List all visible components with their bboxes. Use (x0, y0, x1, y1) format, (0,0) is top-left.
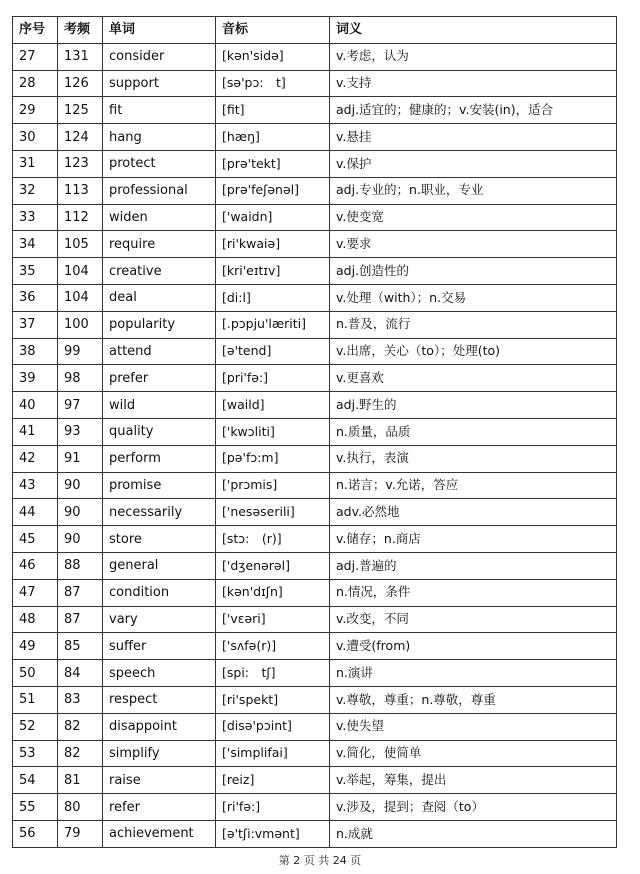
cell-seq: 38 (13, 338, 58, 365)
cell-seq: 40 (13, 392, 58, 419)
cell-seq: 47 (13, 579, 58, 606)
cell-meaning: v.使失望 (330, 713, 617, 740)
cell-frequency: 88 (58, 552, 103, 579)
table-row (13, 767, 617, 794)
cell-meaning: v.支持 (330, 70, 617, 97)
cell-word: respect (103, 686, 216, 713)
cell-phonetic: [sə'pɔ: t] (216, 70, 330, 97)
table-row (13, 445, 617, 472)
cell-frequency: 91 (58, 445, 103, 472)
cell-frequency: 80 (58, 794, 103, 821)
cell-phonetic: [hæŋ] (216, 124, 330, 151)
cell-word: prefer (103, 365, 216, 392)
cell-frequency: 123 (58, 150, 103, 177)
cell-phonetic: ['kwɔliti] (216, 418, 330, 445)
table-row (13, 204, 617, 231)
cell-frequency: 90 (58, 472, 103, 499)
table-row (13, 820, 617, 847)
cell-phonetic: ['nesəserili] (216, 499, 330, 526)
header-phonetic: 音标 (216, 17, 330, 44)
cell-phonetic: [kən'sidə] (216, 43, 330, 70)
cell-meaning: n.质量，品质 (330, 418, 617, 445)
cell-frequency: 104 (58, 258, 103, 285)
cell-word: quality (103, 418, 216, 445)
cell-phonetic: [pə'fɔ:m] (216, 445, 330, 472)
table-row (13, 579, 617, 606)
cell-meaning: v.更喜欢 (330, 365, 617, 392)
cell-phonetic: [ə'tend] (216, 338, 330, 365)
cell-meaning: v.简化，使简单 (330, 740, 617, 767)
cell-word: promise (103, 472, 216, 499)
cell-seq: 53 (13, 740, 58, 767)
cell-phonetic: [di:l] (216, 284, 330, 311)
cell-frequency: 124 (58, 124, 103, 151)
cell-seq: 32 (13, 177, 58, 204)
cell-seq: 27 (13, 43, 58, 70)
cell-phonetic: ['simplifai] (216, 740, 330, 767)
cell-word: simplify (103, 740, 216, 767)
cell-meaning: adj.专业的；n.职业，专业 (330, 177, 617, 204)
cell-word: perform (103, 445, 216, 472)
cell-phonetic: [ri'kwaiə] (216, 231, 330, 258)
cell-meaning: v.保护 (330, 150, 617, 177)
cell-meaning: n.演讲 (330, 660, 617, 687)
cell-frequency: 85 (58, 633, 103, 660)
cell-seq: 54 (13, 767, 58, 794)
table-row (13, 258, 617, 285)
cell-meaning: n.情况，条件 (330, 579, 617, 606)
cell-word: store (103, 526, 216, 553)
table-row (13, 124, 617, 151)
cell-meaning: adj.创造性的 (330, 258, 617, 285)
cell-word: raise (103, 767, 216, 794)
cell-word: support (103, 70, 216, 97)
table-row (13, 713, 617, 740)
cell-frequency: 98 (58, 365, 103, 392)
cell-meaning: v.遭受(from) (330, 633, 617, 660)
table-row (13, 472, 617, 499)
cell-phonetic: [ə'tʃi:vmənt] (216, 820, 330, 847)
cell-seq: 35 (13, 258, 58, 285)
cell-meaning: v.储存；n.商店 (330, 526, 617, 553)
table-row (13, 177, 617, 204)
cell-meaning: v.悬挂 (330, 124, 617, 151)
vocabulary-table (12, 16, 617, 848)
cell-word: suffer (103, 633, 216, 660)
table-row (13, 150, 617, 177)
cell-meaning: v.执行，表演 (330, 445, 617, 472)
cell-phonetic: [.pɔpju'læriti] (216, 311, 330, 338)
cell-frequency: 87 (58, 579, 103, 606)
cell-frequency: 93 (58, 418, 103, 445)
cell-seq: 36 (13, 284, 58, 311)
cell-phonetic: [prə'tekt] (216, 150, 330, 177)
table-row (13, 338, 617, 365)
table-row (13, 97, 617, 124)
cell-seq: 30 (13, 124, 58, 151)
cell-meaning: v.处理（with）；n.交易 (330, 284, 617, 311)
cell-frequency: 83 (58, 686, 103, 713)
cell-phonetic: [ri'fə:] (216, 794, 330, 821)
cell-phonetic: [disə'pɔint] (216, 713, 330, 740)
cell-seq: 31 (13, 150, 58, 177)
cell-word: wild (103, 392, 216, 419)
cell-seq: 34 (13, 231, 58, 258)
cell-seq: 45 (13, 526, 58, 553)
cell-phonetic: ['prɔmis] (216, 472, 330, 499)
cell-seq: 39 (13, 365, 58, 392)
cell-meaning: adj.野生的 (330, 392, 617, 419)
cell-frequency: 131 (58, 43, 103, 70)
cell-frequency: 84 (58, 660, 103, 687)
cell-meaning: adj.适宜的；健康的；v.安装(in)，适合 (330, 97, 617, 124)
table-row (13, 418, 617, 445)
table-row (13, 526, 617, 553)
cell-word: protect (103, 150, 216, 177)
cell-seq: 41 (13, 418, 58, 445)
header-word: 单词 (103, 17, 216, 44)
cell-meaning: v.改变，不同 (330, 606, 617, 633)
cell-seq: 43 (13, 472, 58, 499)
cell-phonetic: ['vɛəri] (216, 606, 330, 633)
table-row (13, 660, 617, 687)
cell-word: condition (103, 579, 216, 606)
cell-phonetic: [waild] (216, 392, 330, 419)
cell-seq: 49 (13, 633, 58, 660)
cell-frequency: 100 (58, 311, 103, 338)
cell-frequency: 90 (58, 526, 103, 553)
cell-phonetic: [ri'spekt] (216, 686, 330, 713)
cell-word: fit (103, 97, 216, 124)
header-seq: 序号 (13, 17, 58, 44)
table-row (13, 552, 617, 579)
cell-seq: 33 (13, 204, 58, 231)
cell-phonetic: [prə'feʃənəl] (216, 177, 330, 204)
cell-word: general (103, 552, 216, 579)
cell-phonetic: [pri'fə:] (216, 365, 330, 392)
cell-word: hang (103, 124, 216, 151)
table-body (13, 43, 617, 847)
table-row (13, 311, 617, 338)
cell-meaning: v.涉及，提到；查阅（to） (330, 794, 617, 821)
cell-word: disappoint (103, 713, 216, 740)
cell-phonetic: ['sʌfə(r)] (216, 633, 330, 660)
cell-frequency: 112 (58, 204, 103, 231)
table-header-row (13, 17, 617, 44)
cell-frequency: 104 (58, 284, 103, 311)
cell-word: require (103, 231, 216, 258)
cell-meaning: v.考虑，认为 (330, 43, 617, 70)
cell-phonetic: ['dʒenərəl] (216, 552, 330, 579)
cell-seq: 52 (13, 713, 58, 740)
cell-word: attend (103, 338, 216, 365)
cell-phonetic: [kən'dɪʃn] (216, 579, 330, 606)
cell-seq: 55 (13, 794, 58, 821)
cell-frequency: 82 (58, 740, 103, 767)
cell-phonetic: [kri'eɪtɪv] (216, 258, 330, 285)
cell-frequency: 79 (58, 820, 103, 847)
cell-phonetic: ['waidn] (216, 204, 330, 231)
table-row (13, 606, 617, 633)
cell-frequency: 81 (58, 767, 103, 794)
cell-meaning: adj.普遍的 (330, 552, 617, 579)
cell-word: widen (103, 204, 216, 231)
table-row (13, 284, 617, 311)
cell-frequency: 90 (58, 499, 103, 526)
cell-meaning: v.尊敬，尊重；n.尊敬，尊重 (330, 686, 617, 713)
cell-seq: 28 (13, 70, 58, 97)
cell-seq: 56 (13, 820, 58, 847)
table-row (13, 70, 617, 97)
page-number: 第 2 页 共 24 页 (278, 854, 362, 867)
cell-word: consider (103, 43, 216, 70)
cell-meaning: n.普及，流行 (330, 311, 617, 338)
cell-seq: 51 (13, 686, 58, 713)
cell-word: achievement (103, 820, 216, 847)
cell-frequency: 82 (58, 713, 103, 740)
cell-word: creative (103, 258, 216, 285)
cell-seq: 50 (13, 660, 58, 687)
cell-phonetic: [stɔ: (r)] (216, 526, 330, 553)
cell-meaning: v.举起，筹集，提出 (330, 767, 617, 794)
cell-word: popularity (103, 311, 216, 338)
cell-seq: 37 (13, 311, 58, 338)
header-meaning: 词义 (330, 17, 617, 44)
table-row (13, 740, 617, 767)
cell-frequency: 97 (58, 392, 103, 419)
cell-seq: 46 (13, 552, 58, 579)
cell-seq: 44 (13, 499, 58, 526)
cell-word: speech (103, 660, 216, 687)
table-row (13, 794, 617, 821)
cell-frequency: 113 (58, 177, 103, 204)
cell-meaning: v.使变宽 (330, 204, 617, 231)
cell-seq: 42 (13, 445, 58, 472)
cell-meaning: v.要求 (330, 231, 617, 258)
cell-phonetic: [reiz] (216, 767, 330, 794)
cell-word: refer (103, 794, 216, 821)
cell-word: professional (103, 177, 216, 204)
header-frequency: 考频 (58, 17, 103, 44)
cell-seq: 29 (13, 97, 58, 124)
cell-meaning: adv.必然地 (330, 499, 617, 526)
table-row (13, 633, 617, 660)
cell-word: necessarily (103, 499, 216, 526)
table-row (13, 392, 617, 419)
cell-meaning: n.成就 (330, 820, 617, 847)
cell-frequency: 126 (58, 70, 103, 97)
table-row (13, 365, 617, 392)
table-row (13, 43, 617, 70)
table-row (13, 499, 617, 526)
cell-phonetic: [spi: tʃ] (216, 660, 330, 687)
cell-seq: 48 (13, 606, 58, 633)
cell-word: vary (103, 606, 216, 633)
cell-meaning: v.出席，关心（to）；处理(to) (330, 338, 617, 365)
cell-meaning: n.诺言；v.允诺，答应 (330, 472, 617, 499)
cell-frequency: 105 (58, 231, 103, 258)
cell-phonetic: [fit] (216, 97, 330, 124)
table-row (13, 686, 617, 713)
cell-frequency: 99 (58, 338, 103, 365)
cell-frequency: 125 (58, 97, 103, 124)
table-row (13, 231, 617, 258)
cell-frequency: 87 (58, 606, 103, 633)
cell-word: deal (103, 284, 216, 311)
